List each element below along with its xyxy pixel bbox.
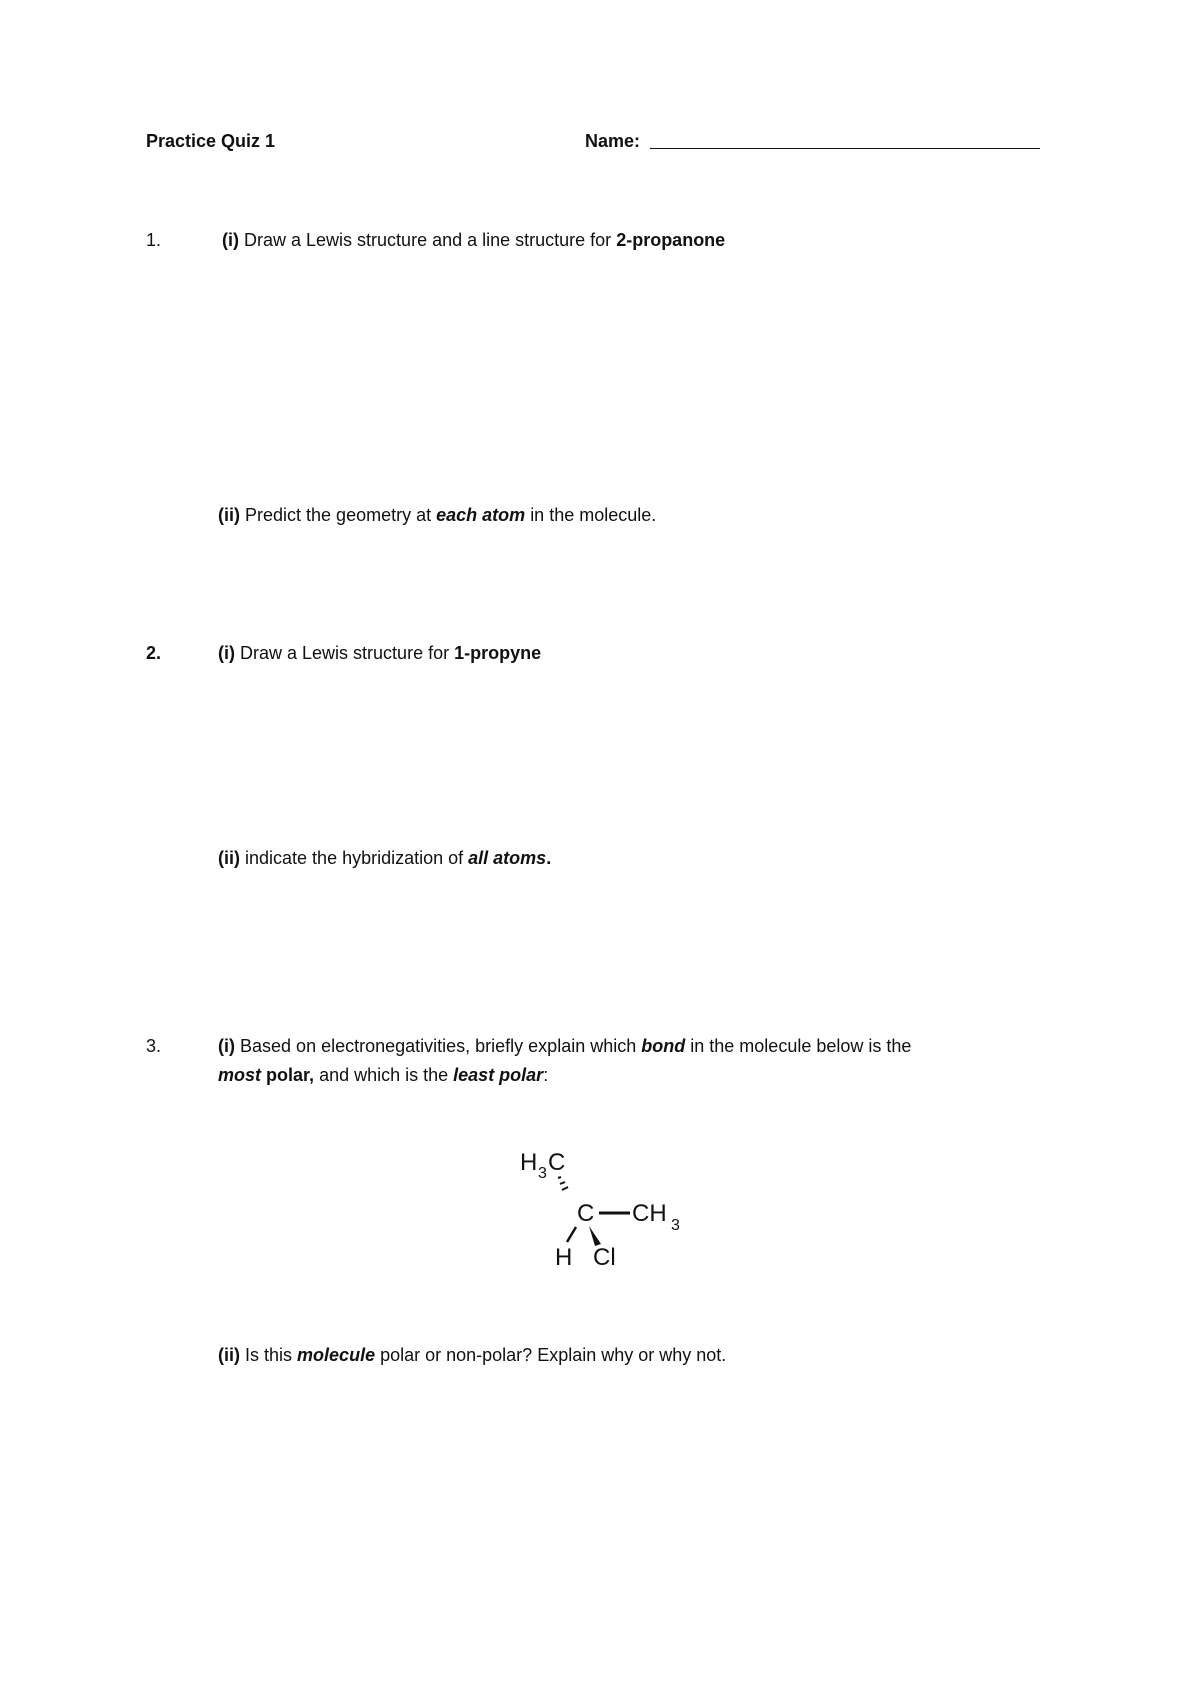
hash-mark [558, 1177, 561, 1178]
question-1-part-i [222, 228, 725, 252]
question-2-number: 2. [146, 643, 162, 663]
part-text: Predict the geometry at [245, 505, 432, 525]
bold-text: polar, [266, 1065, 315, 1085]
quiz-title: Practice Quiz 1 [146, 131, 276, 151]
compound-name: 2-propanone [616, 230, 726, 250]
question-2-part-i [218, 641, 541, 665]
part-text: indicate the hybridization of [245, 848, 464, 868]
part-label: (i) [222, 230, 239, 250]
part-label: (ii) [218, 505, 240, 525]
right-methyl-subscript: 3 [671, 1217, 680, 1234]
name-label: Name: [585, 131, 641, 151]
part-text: . [546, 848, 552, 868]
emphasis-text: most [218, 1065, 262, 1085]
question-3-part-ii [218, 1343, 726, 1367]
question-1-number: 1. [146, 230, 162, 250]
part-label: (ii) [218, 848, 240, 868]
methyl-group-c: C [548, 1149, 566, 1176]
emphasis-text: each atom [436, 505, 526, 525]
part-label: (i) [218, 643, 235, 663]
hash-mark [562, 1187, 568, 1190]
question-1-part-ii [218, 503, 656, 527]
name-blank-line[interactable] [650, 148, 1040, 149]
hashed-wedge-bond [558, 1177, 568, 1190]
question-3-number: 3. [146, 1036, 162, 1056]
hydrogen-atom: H [555, 1244, 573, 1270]
compound-name: 1-propyne [454, 643, 542, 663]
part-text: Based on electronegativities, briefly explain which [240, 1036, 637, 1056]
part-text: : [543, 1065, 549, 1085]
chlorine-atom: Cl [593, 1244, 616, 1270]
solid-wedge-bond [589, 1226, 601, 1246]
right-methyl-ch: CH [632, 1200, 667, 1227]
part-text: polar or non-polar? Explain why or why not. [380, 1345, 727, 1365]
c-h-bond [567, 1227, 576, 1242]
part-text: in the molecule below is the [690, 1036, 912, 1056]
methyl-group-h: H [520, 1149, 538, 1176]
part-text: and which is the [319, 1065, 449, 1085]
part-text: Draw a Lewis structure for [240, 643, 450, 663]
part-text: in the molecule. [530, 505, 657, 525]
part-text: Draw a Lewis structure and a line structure for [244, 230, 612, 250]
question-3-part-i-line-1 [218, 1034, 911, 1058]
methyl-group-subscript: 3 [538, 1165, 547, 1182]
emphasis-text: least polar [453, 1065, 544, 1085]
question-3-part-i-line-2 [218, 1063, 548, 1087]
part-text: Is this [245, 1345, 293, 1365]
part-label: (ii) [218, 1345, 240, 1365]
question-2-part-ii [218, 846, 551, 870]
emphasis-text: all atoms [468, 848, 547, 868]
emphasis-text: bond [641, 1036, 686, 1056]
molecule-diagram [505, 1140, 705, 1270]
part-label: (i) [218, 1036, 235, 1056]
hash-mark [560, 1182, 565, 1184]
center-carbon: C [577, 1200, 595, 1227]
emphasis-text: molecule [297, 1345, 376, 1365]
